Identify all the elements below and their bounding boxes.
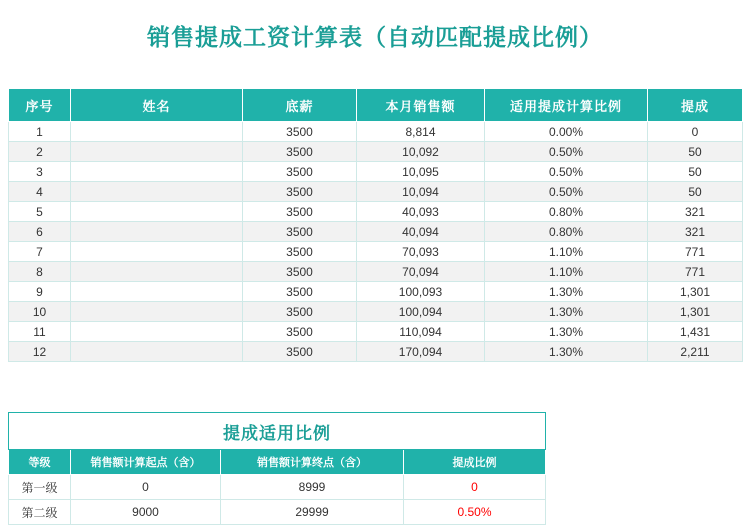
cell-no[interactable]: 12: [9, 342, 71, 362]
cell-commission-rate[interactable]: 0.50%: [485, 162, 648, 182]
cell-monthly-sales[interactable]: 100,093: [357, 282, 485, 302]
cell-base-salary[interactable]: 3500: [243, 202, 357, 222]
cell-monthly-sales[interactable]: 110,094: [357, 322, 485, 342]
cell-commission-rate[interactable]: 0.00%: [485, 122, 648, 142]
cell-base-salary[interactable]: 3500: [243, 222, 357, 242]
cell-no[interactable]: 3: [9, 162, 71, 182]
cell-base-salary[interactable]: 3500: [243, 162, 357, 182]
cell-base-salary[interactable]: 3500: [243, 302, 357, 322]
cell-commission[interactable]: 1,431: [648, 322, 743, 342]
cell-monthly-sales[interactable]: 40,094: [357, 222, 485, 242]
cell-name[interactable]: [71, 242, 243, 262]
cell-name[interactable]: [71, 182, 243, 202]
cell-commission-rate[interactable]: 1.10%: [485, 242, 648, 262]
column-header-monthly-sales: 本月销售额: [357, 89, 485, 122]
commission-ratio-table: [8, 412, 546, 525]
ratio-header-row: [9, 450, 546, 475]
sales-commission-table-container: [8, 88, 742, 362]
cell-no[interactable]: 7: [9, 242, 71, 262]
cell-base-salary[interactable]: 3500: [243, 242, 357, 262]
cell-base-salary[interactable]: 3500: [243, 182, 357, 202]
cell-commission-rate[interactable]: 1.30%: [485, 302, 648, 322]
cell-no[interactable]: 5: [9, 202, 71, 222]
table-row[interactable]: [9, 202, 743, 222]
table-row[interactable]: [9, 302, 743, 322]
column-header-commission: 提成: [648, 89, 743, 122]
cell-base-salary[interactable]: 3500: [243, 262, 357, 282]
cell-commission-rate[interactable]: 1.30%: [485, 342, 648, 362]
cell-commission[interactable]: 771: [648, 242, 743, 262]
cell-base-salary[interactable]: 3500: [243, 122, 357, 142]
table-row[interactable]: [9, 162, 743, 182]
ratio-cell-end[interactable]: 8999: [221, 475, 404, 500]
cell-monthly-sales[interactable]: 100,094: [357, 302, 485, 322]
cell-commission[interactable]: 50: [648, 142, 743, 162]
cell-commission[interactable]: 1,301: [648, 302, 743, 322]
cell-commission[interactable]: 50: [648, 182, 743, 202]
cell-name[interactable]: [71, 322, 243, 342]
table-row[interactable]: [9, 222, 743, 242]
table-row[interactable]: [9, 322, 743, 342]
table-header-row: [9, 89, 743, 122]
ratio-table-row[interactable]: [9, 475, 546, 500]
cell-no[interactable]: 1: [9, 122, 71, 142]
cell-commission[interactable]: 2,211: [648, 342, 743, 362]
table-row[interactable]: [9, 282, 743, 302]
cell-name[interactable]: [71, 282, 243, 302]
cell-no[interactable]: 2: [9, 142, 71, 162]
cell-base-salary[interactable]: 3500: [243, 322, 357, 342]
ratio-cell-level[interactable]: 第二级: [9, 500, 71, 525]
ratio-column-header-level: 等级: [9, 450, 71, 475]
cell-no[interactable]: 4: [9, 182, 71, 202]
cell-base-salary[interactable]: 3500: [243, 142, 357, 162]
cell-commission-rate[interactable]: 0.50%: [485, 182, 648, 202]
cell-commission[interactable]: 321: [648, 222, 743, 242]
cell-commission[interactable]: 1,301: [648, 282, 743, 302]
ratio-table-title: 提成适用比例: [9, 413, 546, 450]
cell-monthly-sales[interactable]: 40,093: [357, 202, 485, 222]
ratio-column-header-start: 销售额计算起点（含）: [71, 450, 221, 475]
cell-commission[interactable]: 50: [648, 162, 743, 182]
cell-commission-rate[interactable]: 0.50%: [485, 142, 648, 162]
cell-monthly-sales[interactable]: 70,093: [357, 242, 485, 262]
cell-monthly-sales[interactable]: 10,095: [357, 162, 485, 182]
ratio-cell-rate[interactable]: 0.50%: [404, 500, 546, 525]
cell-commission[interactable]: 321: [648, 202, 743, 222]
cell-no[interactable]: 11: [9, 322, 71, 342]
column-header-no: 序号: [9, 89, 71, 122]
cell-name[interactable]: [71, 262, 243, 282]
ratio-cell-level[interactable]: 第一级: [9, 475, 71, 500]
cell-monthly-sales[interactable]: 8,814: [357, 122, 485, 142]
page-title: 销售提成工资计算表（自动匹配提成比例）: [147, 23, 603, 50]
cell-no[interactable]: 10: [9, 302, 71, 322]
cell-commission-rate[interactable]: 0.80%: [485, 202, 648, 222]
cell-no[interactable]: 6: [9, 222, 71, 242]
cell-monthly-sales[interactable]: 170,094: [357, 342, 485, 362]
ratio-table-title-row: [9, 413, 546, 450]
ratio-cell-start[interactable]: 0: [71, 475, 221, 500]
cell-name[interactable]: [71, 342, 243, 362]
cell-name[interactable]: [71, 222, 243, 242]
cell-base-salary[interactable]: 3500: [243, 282, 357, 302]
cell-commission-rate[interactable]: 1.10%: [485, 262, 648, 282]
commission-ratio-table-container: [8, 412, 545, 525]
cell-no[interactable]: 9: [9, 282, 71, 302]
cell-base-salary[interactable]: 3500: [243, 342, 357, 362]
cell-commission-rate[interactable]: 1.30%: [485, 282, 648, 302]
ratio-cell-rate[interactable]: 0: [404, 475, 546, 500]
table-row[interactable]: [9, 182, 743, 202]
cell-commission[interactable]: 771: [648, 262, 743, 282]
cell-commission-rate[interactable]: 1.30%: [485, 322, 648, 342]
table-row[interactable]: [9, 242, 743, 262]
ratio-column-header-rate: 提成比例: [404, 450, 546, 475]
table-row[interactable]: [9, 262, 743, 282]
cell-monthly-sales[interactable]: 10,094: [357, 182, 485, 202]
ratio-cell-end[interactable]: 29999: [221, 500, 404, 525]
table-row[interactable]: [9, 142, 743, 162]
table-row[interactable]: [9, 342, 743, 362]
cell-monthly-sales[interactable]: 70,094: [357, 262, 485, 282]
cell-commission[interactable]: 0: [648, 122, 743, 142]
column-header-commission-rate: 适用提成计算比例: [485, 89, 648, 122]
ratio-cell-start[interactable]: 9000: [71, 500, 221, 525]
cell-name[interactable]: [71, 142, 243, 162]
title-bar: [0, 0, 750, 70]
cell-monthly-sales[interactable]: 10,092: [357, 142, 485, 162]
cell-name[interactable]: [71, 302, 243, 322]
cell-commission-rate[interactable]: 0.80%: [485, 222, 648, 242]
cell-name[interactable]: [71, 122, 243, 142]
cell-no[interactable]: 8: [9, 262, 71, 282]
table-row[interactable]: [9, 122, 743, 142]
ratio-column-header-end: 销售额计算终点（含）: [221, 450, 404, 475]
cell-name[interactable]: [71, 162, 243, 182]
column-header-base-salary: 底薪: [243, 89, 357, 122]
ratio-table-row[interactable]: [9, 500, 546, 525]
column-header-name: 姓名: [71, 89, 243, 122]
cell-name[interactable]: [71, 202, 243, 222]
sales-commission-table: [8, 88, 743, 362]
